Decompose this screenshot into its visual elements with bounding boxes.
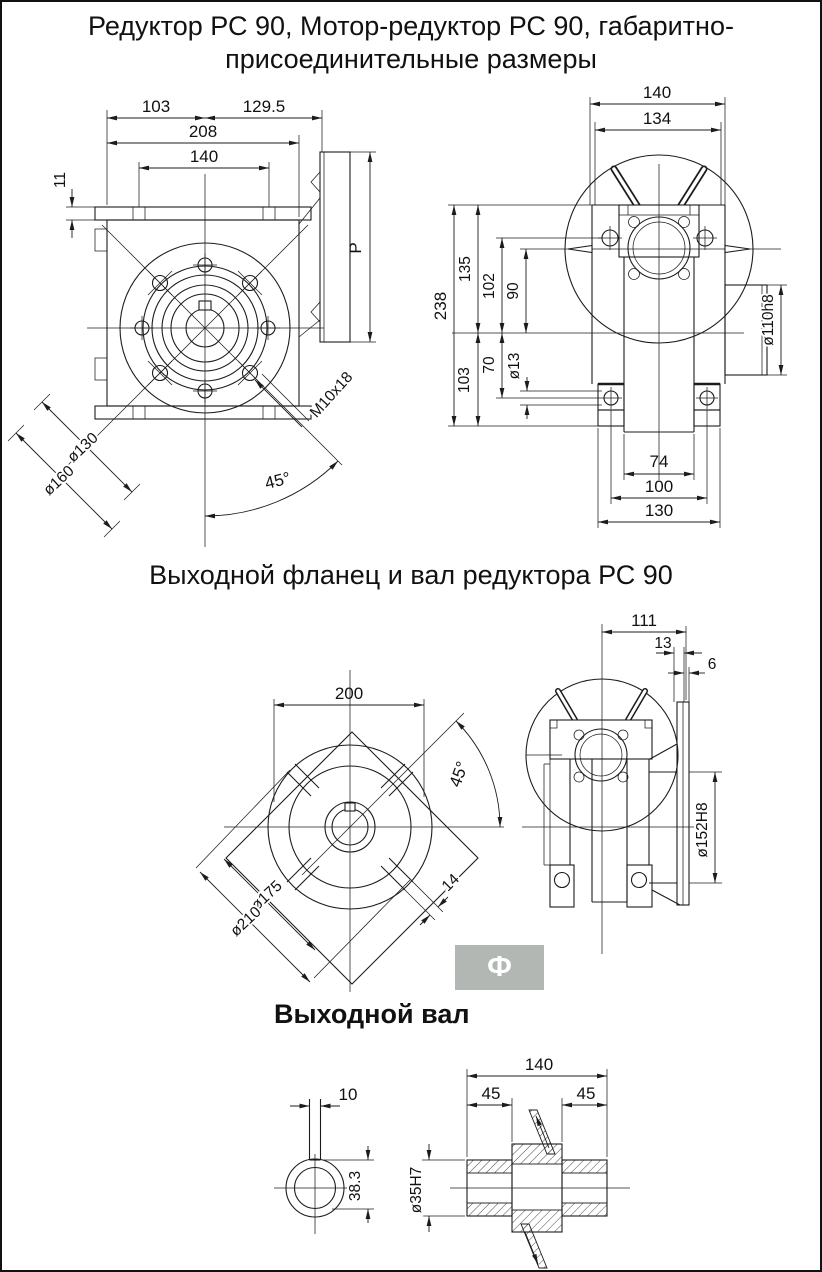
flange-section-title: Выходной фланец и вал редуктора РС 90 — [149, 560, 673, 590]
dim-shaftend-38-3: 38.3 — [347, 1170, 364, 1202]
dim-fside-d152h8: ø152H8 — [694, 802, 711, 858]
dim-fside-6: 6 — [707, 656, 717, 673]
shaft-section-title: Выходной вал — [274, 999, 470, 1029]
dim-flange-200: 200 — [334, 684, 364, 703]
dim-shaft-d35h7: ø35H7 — [408, 1166, 425, 1214]
dim-flange-d210: ø210 — [227, 903, 265, 940]
dim-rear-70: 70 — [481, 356, 498, 374]
flange-side-view — [522, 611, 722, 954]
dim-shaft-140: 140 — [524, 1055, 554, 1074]
dim-fside-111: 111 — [631, 611, 657, 630]
dim-rear-140: 140 — [642, 83, 672, 102]
dim-rear-130: 130 — [644, 501, 674, 520]
gearbox-front-view — [8, 97, 376, 547]
dim-front-P: P — [346, 242, 365, 254]
page-title-line1: Редуктор РС 90, Мотор-редуктор РС 90, габаритно- — [88, 11, 734, 41]
shaft-end-view — [274, 1085, 374, 1234]
dim-front-d130: ø130 — [64, 429, 102, 466]
watermark-letter: Ф — [487, 951, 512, 983]
dim-front-208: 208 — [188, 122, 218, 141]
dim-front-140: 140 — [189, 147, 219, 166]
dim-shaftend-10: 10 — [338, 1085, 358, 1104]
dim-rear-238: 238 — [431, 291, 450, 321]
dim-front-11: 11 — [52, 171, 69, 189]
dim-rear-102: 102 — [481, 273, 498, 299]
dim-rear-74: 74 — [649, 452, 669, 471]
shaft-side-view — [408, 1055, 630, 1268]
dim-front-d160: ø160 — [40, 462, 78, 499]
dim-rear-d110h8: ø110h8 — [760, 294, 777, 346]
dim-front-m10x18: M10x18 — [306, 368, 357, 422]
dim-flange-14: 14 — [438, 870, 463, 895]
dim-rear-90: 90 — [505, 282, 522, 300]
dim-flange-45deg: 45° — [445, 758, 473, 790]
dim-flange-d175: ø175 — [248, 877, 286, 914]
dim-front-45deg: 45° — [262, 468, 293, 493]
dim-rear-135: 135 — [457, 256, 474, 282]
page-title-line2: присоединительные размеры — [225, 44, 597, 74]
dim-front-103: 103 — [141, 97, 171, 116]
dim-rear-134: 134 — [642, 109, 672, 128]
dim-rear-103: 103 — [456, 367, 473, 393]
dim-fside-13: 13 — [654, 635, 672, 652]
dim-rear-100: 100 — [644, 477, 674, 496]
gearbox-rear-view — [431, 83, 787, 528]
dim-front-129-5: 129.5 — [242, 97, 286, 116]
dim-rear-d13: ø13 — [506, 352, 523, 380]
dim-shaft-45-left: 45 — [481, 1084, 501, 1103]
drawings-canvas — [2, 2, 822, 1272]
flange-front-view — [196, 670, 504, 992]
dim-shaft-45-right: 45 — [576, 1084, 596, 1103]
